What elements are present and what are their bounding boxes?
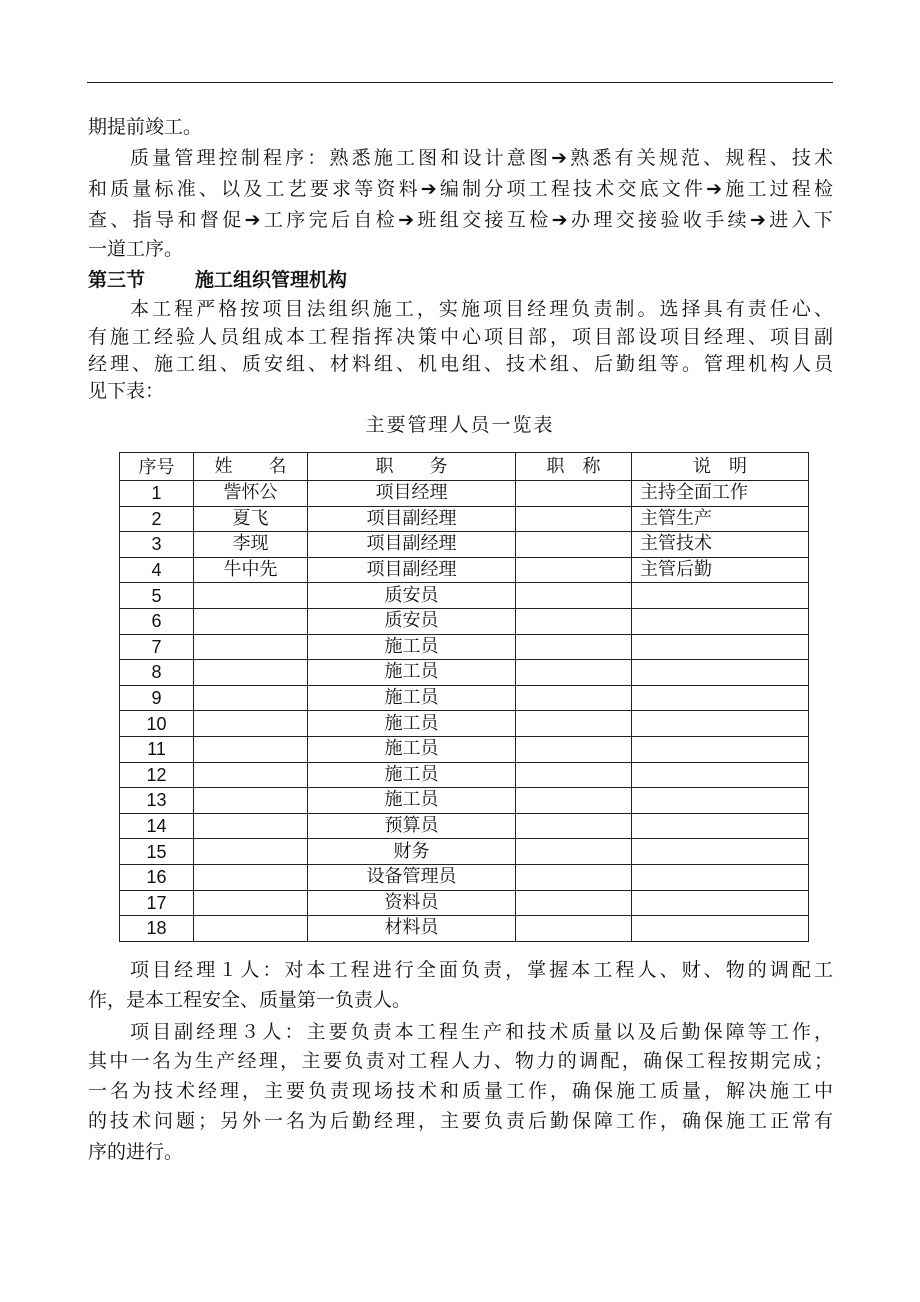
text-line: 查、指导和督促➔工序完后自检➔班组交接互检➔办理交接验收手续➔进入下 xyxy=(88,209,833,231)
table-cell: 质安员 xyxy=(308,608,516,634)
table-cell xyxy=(632,608,809,634)
table-cell: 财务 xyxy=(308,839,516,865)
table-cell: 李现 xyxy=(194,532,308,558)
table-cell xyxy=(632,890,809,916)
header-cell: 序号 xyxy=(120,453,194,481)
section-number: 第三节 xyxy=(88,269,146,291)
table-row xyxy=(120,685,809,711)
table-row xyxy=(120,916,809,942)
header-cell: 说 明 xyxy=(632,453,809,481)
table-row xyxy=(120,557,809,583)
table-cell: 4 xyxy=(120,557,194,583)
table-cell xyxy=(516,711,632,737)
table-cell: 主管生产 xyxy=(632,506,809,532)
text-line: 经理、施工组、质安组、材料组、机电组、技术组、后勤组等。管理机构人员 xyxy=(88,353,833,375)
table-cell: 12 xyxy=(120,762,194,788)
table-cell: 9 xyxy=(120,685,194,711)
table-cell: 材料员 xyxy=(308,916,516,942)
table-cell xyxy=(194,634,308,660)
text-line: 和质量标准、以及工艺要求等资料➔编制分项工程技术交底文件➔施工过程检 xyxy=(88,178,833,200)
table-cell xyxy=(516,788,632,814)
table-header-row xyxy=(120,453,809,481)
section-title: 施工组织管理机构 xyxy=(195,269,348,291)
table-cell xyxy=(516,916,632,942)
text-line: 一名为技术经理，主要负责现场技术和质量工作，确保施工质量，解决施工中 xyxy=(88,1080,833,1102)
table-cell: 夏飞 xyxy=(194,506,308,532)
table-cell: 3 xyxy=(120,532,194,558)
text-line: 见下表： xyxy=(88,380,165,402)
table-row xyxy=(120,890,809,916)
text-line: 序的进行。 xyxy=(88,1141,184,1163)
text-line: 有施工经验人员组成本工程指挥决策中心项目部，项目部设项目经理、项目副 xyxy=(88,326,833,348)
table-cell xyxy=(516,736,632,762)
header-rule xyxy=(87,82,833,83)
text-line: 质量管理控制程序：熟悉施工图和设计意图➔熟悉有关规范、规程、技术 xyxy=(130,147,833,169)
table-cell: 质安员 xyxy=(308,583,516,609)
text-line: 的技术问题；另外一名为后勤经理，主要负责后勤保障工作，确保施工正常有 xyxy=(88,1110,833,1132)
table-cell xyxy=(632,864,809,890)
table-cell: 17 xyxy=(120,890,194,916)
table-cell xyxy=(516,634,632,660)
table-cell xyxy=(194,685,308,711)
table-cell: 资料员 xyxy=(308,890,516,916)
table-cell: 18 xyxy=(120,916,194,942)
table-cell xyxy=(516,890,632,916)
table-cell: 牛中先 xyxy=(194,557,308,583)
table-cell xyxy=(632,634,809,660)
table-cell xyxy=(632,736,809,762)
text-line: 项目副经理３人：主要负责本工程生产和技术质量以及后勤保障等工作， xyxy=(130,1021,833,1043)
table-cell xyxy=(194,864,308,890)
table-row xyxy=(120,608,809,634)
table-row xyxy=(120,736,809,762)
table-cell xyxy=(194,608,308,634)
table-cell xyxy=(516,762,632,788)
table-row xyxy=(120,839,809,865)
table-row xyxy=(120,864,809,890)
table-cell xyxy=(516,506,632,532)
table-cell: 主管后勤 xyxy=(632,557,809,583)
table-cell: 主持全面工作 xyxy=(632,481,809,507)
table-cell: 主管技术 xyxy=(632,532,809,558)
table-cell xyxy=(194,660,308,686)
table-cell: 10 xyxy=(120,711,194,737)
table-cell xyxy=(194,890,308,916)
table-cell: 施工员 xyxy=(308,711,516,737)
table-cell xyxy=(632,583,809,609)
table-cell xyxy=(632,762,809,788)
table-cell: 施工员 xyxy=(308,685,516,711)
table-cell: 8 xyxy=(120,660,194,686)
header-cell: 职 称 xyxy=(516,453,632,481)
text-line: 期提前竣工。 xyxy=(88,116,203,138)
table-cell xyxy=(516,557,632,583)
table-cell xyxy=(516,608,632,634)
text-line: 本工程严格按项目法组织施工，实施项目经理负责制。选择具有责任心、 xyxy=(130,298,833,320)
header-cell: 职 务 xyxy=(308,453,516,481)
table-cell xyxy=(194,583,308,609)
table-cell: 訾怀公 xyxy=(194,481,308,507)
table-cell xyxy=(194,813,308,839)
text-line: 项目经理１人：对本工程进行全面负责，掌握本工程人、财、物的调配工 xyxy=(130,959,833,981)
table-cell xyxy=(194,762,308,788)
table-cell: 6 xyxy=(120,608,194,634)
table-title: 主要管理人员一览表 xyxy=(365,414,555,436)
table-cell: 2 xyxy=(120,506,194,532)
table-cell xyxy=(194,736,308,762)
table-cell: 1 xyxy=(120,481,194,507)
table-cell xyxy=(194,839,308,865)
table-cell: 5 xyxy=(120,583,194,609)
table-cell xyxy=(194,711,308,737)
table-cell xyxy=(516,583,632,609)
table-row xyxy=(120,813,809,839)
table-cell: 11 xyxy=(120,736,194,762)
table-cell: 设备管理员 xyxy=(308,864,516,890)
table-cell: 施工员 xyxy=(308,762,516,788)
header-cell: 姓 名 xyxy=(194,453,308,481)
table-cell xyxy=(194,788,308,814)
table-row xyxy=(120,788,809,814)
table-cell xyxy=(516,864,632,890)
table-cell xyxy=(632,660,809,686)
text-line: 一道工序。 xyxy=(88,238,184,260)
table-cell: 16 xyxy=(120,864,194,890)
table-cell: 7 xyxy=(120,634,194,660)
table-row xyxy=(120,634,809,660)
table-row xyxy=(120,481,809,507)
table-cell: 施工员 xyxy=(308,634,516,660)
table-cell: 项目副经理 xyxy=(308,532,516,558)
table-cell xyxy=(516,532,632,558)
table-cell xyxy=(516,685,632,711)
table-cell xyxy=(516,660,632,686)
table-row xyxy=(120,583,809,609)
table-cell: 施工员 xyxy=(308,660,516,686)
table-cell: 项目副经理 xyxy=(308,557,516,583)
section-heading xyxy=(88,267,833,293)
table-row xyxy=(120,762,809,788)
text-line: 作，是本工程安全、质量第一负责人。 xyxy=(88,989,412,1011)
table-cell xyxy=(632,788,809,814)
table-cell: 项目副经理 xyxy=(308,506,516,532)
table-row xyxy=(120,532,809,558)
table-cell xyxy=(632,916,809,942)
table-cell: 预算员 xyxy=(308,813,516,839)
table-cell xyxy=(632,711,809,737)
table-cell: 13 xyxy=(120,788,194,814)
text-line: 其中一名为生产经理，主要负责对工程人力、物力的调配，确保工程按期完成； xyxy=(88,1050,833,1072)
table-row xyxy=(120,506,809,532)
staff-table xyxy=(119,452,809,942)
table-row xyxy=(120,711,809,737)
table-cell: 14 xyxy=(120,813,194,839)
table-cell xyxy=(516,839,632,865)
table-cell: 施工员 xyxy=(308,788,516,814)
table-cell xyxy=(194,916,308,942)
table-row xyxy=(120,660,809,686)
table-cell xyxy=(632,813,809,839)
table-cell xyxy=(516,813,632,839)
table-cell: 项目经理 xyxy=(308,481,516,507)
table-cell xyxy=(516,481,632,507)
table-cell: 15 xyxy=(120,839,194,865)
table-cell: 施工员 xyxy=(308,736,516,762)
table-cell xyxy=(632,839,809,865)
table-cell xyxy=(632,685,809,711)
